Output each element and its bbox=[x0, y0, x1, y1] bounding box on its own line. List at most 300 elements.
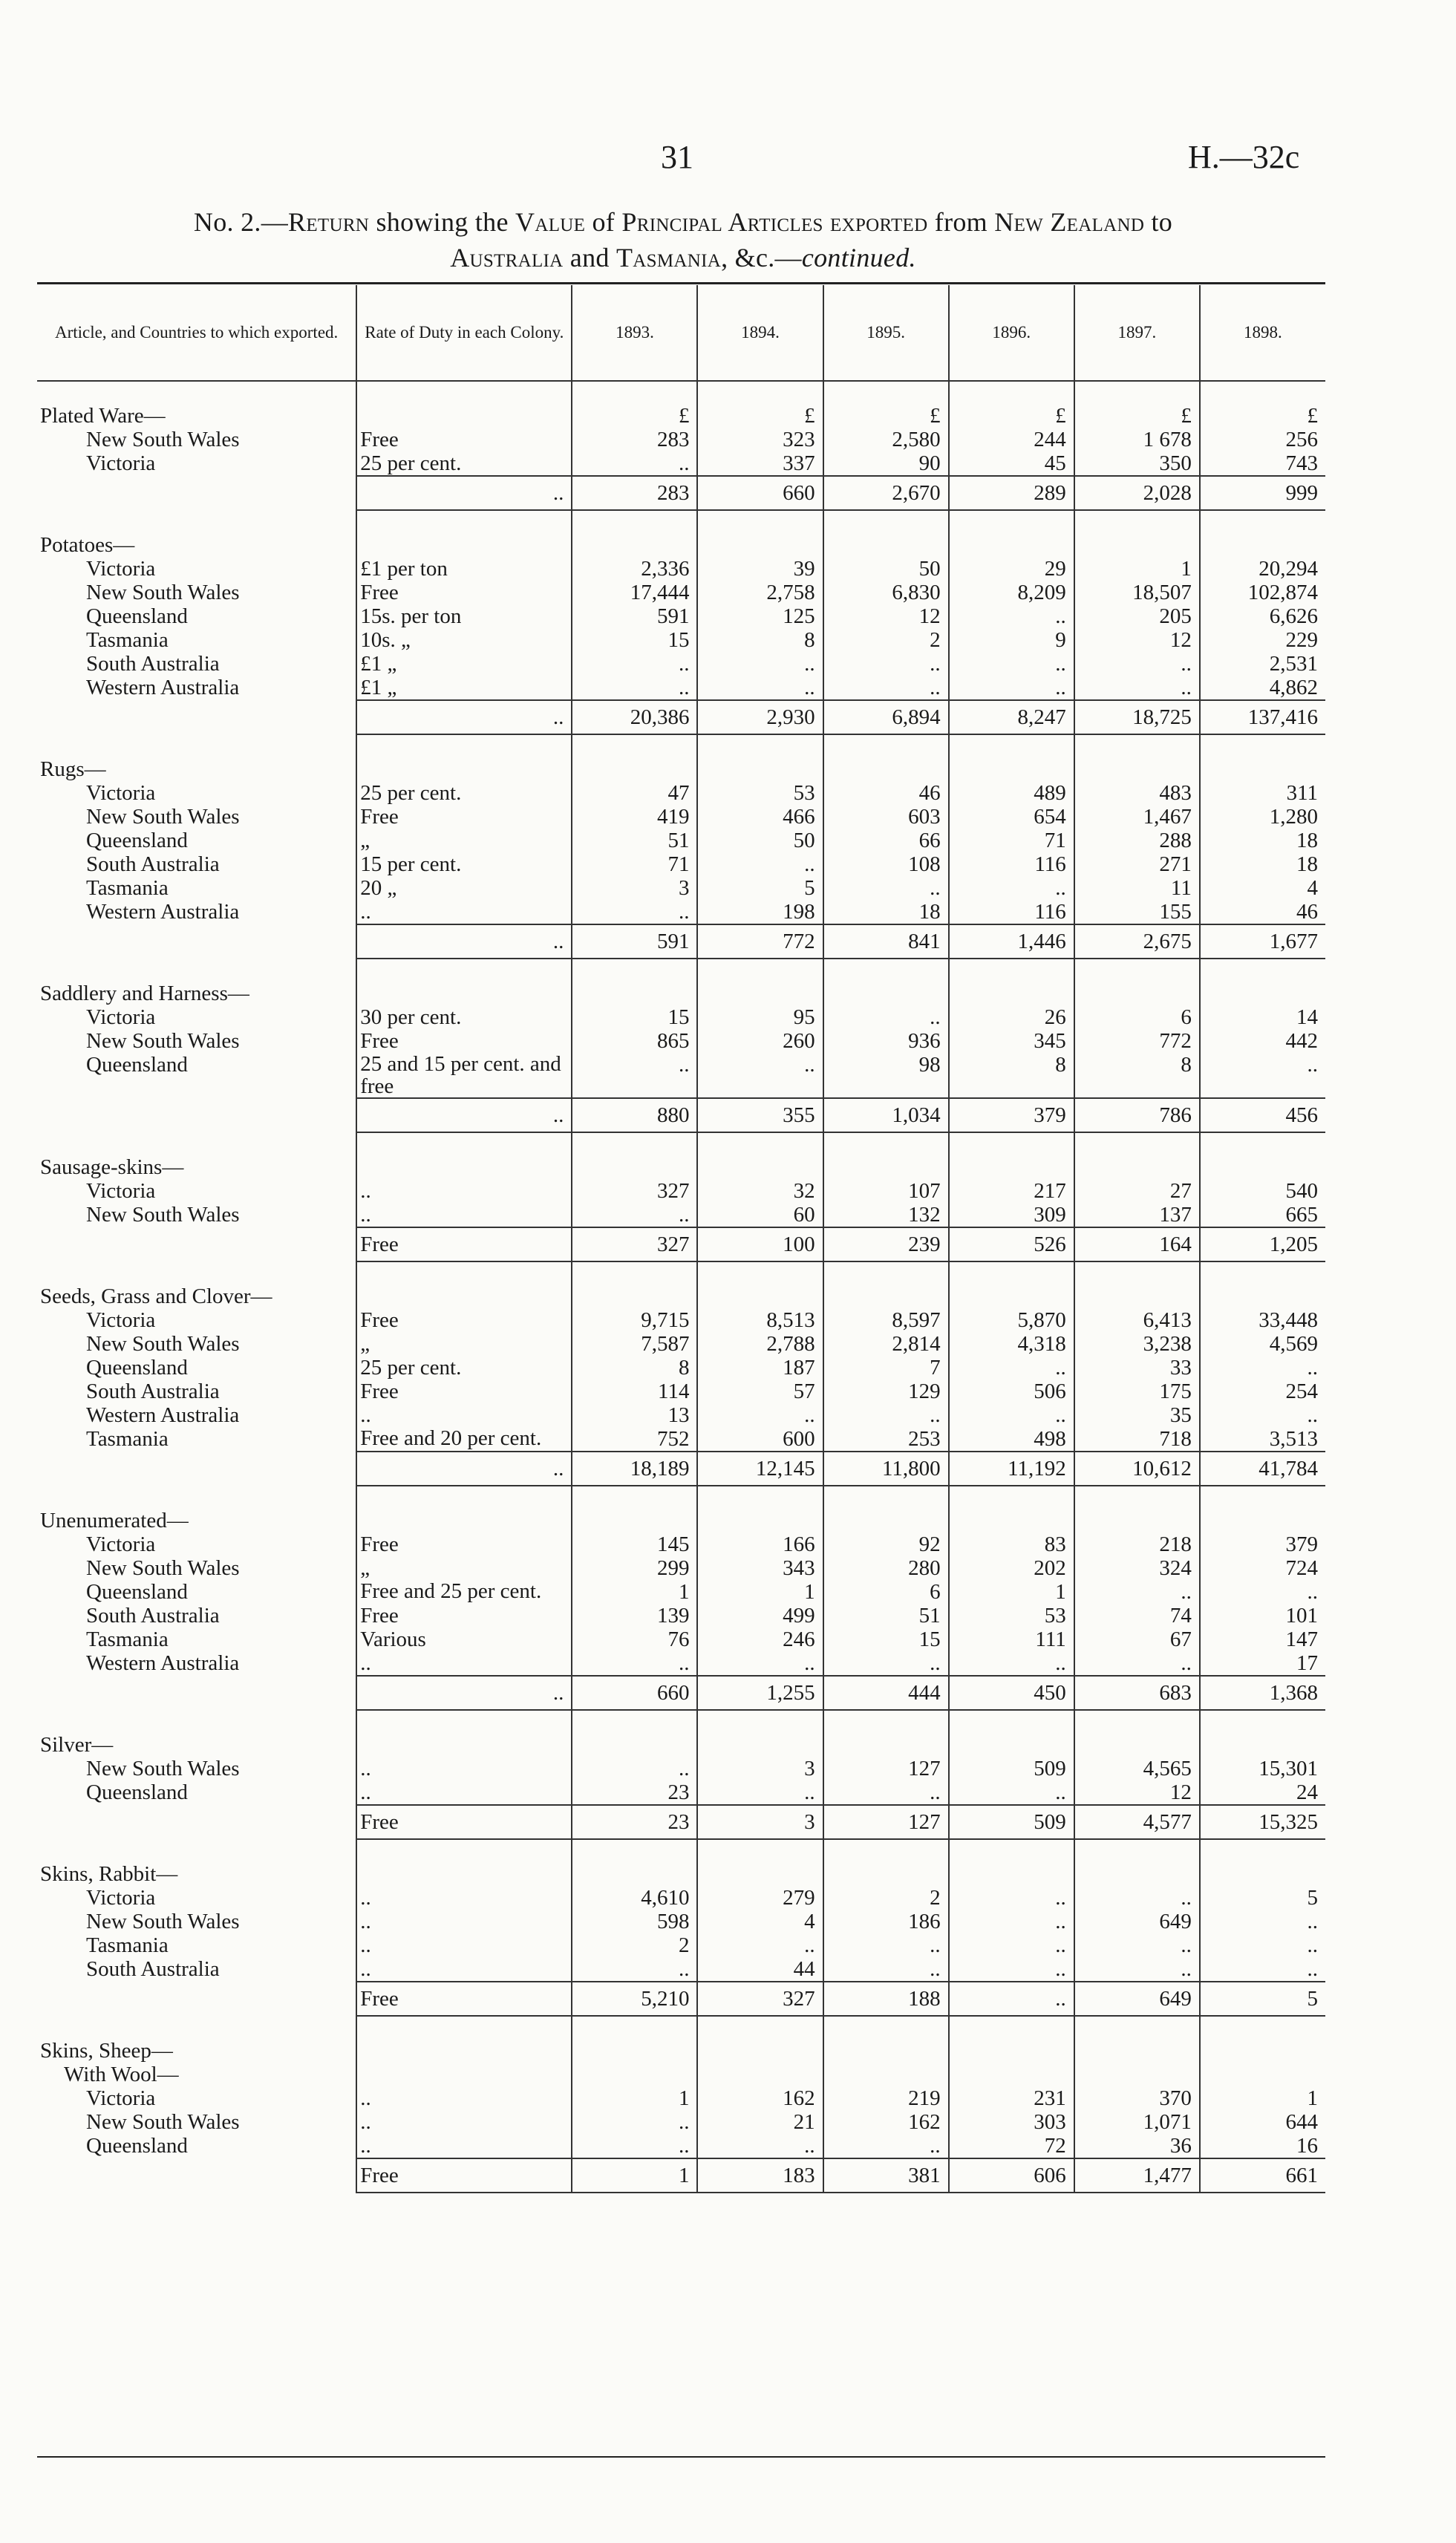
col-header-year: 1894. bbox=[697, 285, 823, 381]
spacer-cell bbox=[572, 959, 697, 982]
total-value-cell: 183 bbox=[697, 2158, 823, 2193]
value-cell: 7 bbox=[823, 1356, 949, 1380]
country-name: Queensland bbox=[86, 2134, 188, 2158]
value-cell: 217 bbox=[949, 1179, 1074, 1203]
value-cell: 57 bbox=[697, 1380, 823, 1403]
value-cell bbox=[823, 1733, 949, 1757]
value-cell: 116 bbox=[949, 852, 1074, 876]
rate-cell bbox=[356, 982, 572, 1005]
country-cell bbox=[37, 1886, 356, 1910]
country-cell bbox=[37, 628, 356, 652]
value-cell bbox=[1074, 1733, 1200, 1757]
value-cell bbox=[697, 1733, 823, 1757]
document-reference: H.—32c bbox=[1188, 139, 1300, 175]
value-cell bbox=[1074, 2039, 1200, 2063]
value-cell bbox=[572, 1862, 697, 1886]
title-part: Australia bbox=[450, 243, 564, 272]
value-cell: .. bbox=[949, 1780, 1074, 1805]
value-cell: 498 bbox=[949, 1427, 1074, 1452]
value-cell: 29 bbox=[949, 557, 1074, 581]
spacer-cell bbox=[356, 1486, 572, 1509]
table-row bbox=[37, 1556, 1325, 1580]
value-cell: .. bbox=[697, 1403, 823, 1427]
rate-cell: „ bbox=[356, 1332, 572, 1356]
value-cell bbox=[823, 982, 949, 1005]
rate-cell bbox=[356, 1284, 572, 1308]
value-cell: 2 bbox=[572, 1933, 697, 1957]
subsection-name: With Wool— bbox=[64, 2063, 179, 2086]
value-cell: 3 bbox=[697, 1757, 823, 1780]
spacer-cell bbox=[1074, 1261, 1200, 1284]
value-cell: .. bbox=[1200, 1403, 1325, 1427]
total-value-cell: 1,446 bbox=[949, 924, 1074, 959]
rate-cell: Free and 25 per cent. bbox=[356, 1580, 572, 1604]
table-row bbox=[37, 428, 1325, 451]
value-cell: 101 bbox=[1200, 1604, 1325, 1628]
value-cell: 2,531 bbox=[1200, 652, 1325, 676]
country-cell bbox=[37, 876, 356, 900]
country-cell bbox=[37, 1628, 356, 1651]
value-cell bbox=[697, 1862, 823, 1886]
rate-cell: .. bbox=[356, 1957, 572, 1982]
spacer-cell bbox=[572, 1132, 697, 1155]
country-name: New South Wales bbox=[86, 1910, 240, 1933]
table-row bbox=[37, 852, 1325, 876]
total-row bbox=[37, 1805, 1325, 1839]
country-name: South Australia bbox=[86, 852, 220, 876]
country-name: New South Wales bbox=[86, 581, 240, 604]
table-row bbox=[37, 1886, 1325, 1910]
value-cell: 8 bbox=[572, 1356, 697, 1380]
total-value-cell: 23 bbox=[572, 1805, 697, 1839]
country-name: Western Australia bbox=[86, 676, 240, 699]
value-cell: 303 bbox=[949, 2110, 1074, 2134]
total-rate-cell: Free bbox=[356, 1227, 572, 1261]
country-name: Tasmania bbox=[86, 1427, 169, 1451]
country-cell bbox=[37, 829, 356, 852]
value-cell: .. bbox=[823, 676, 949, 700]
rate-cell: £1 „ bbox=[356, 652, 572, 676]
value-cell: 229 bbox=[1200, 628, 1325, 652]
value-cell: 591 bbox=[572, 604, 697, 628]
value-cell bbox=[1200, 1862, 1325, 1886]
value-cell: 6 bbox=[1074, 1005, 1200, 1029]
country-cell bbox=[37, 1580, 356, 1604]
value-cell: 5,870 bbox=[949, 1308, 1074, 1332]
spacer-cell bbox=[1200, 959, 1325, 982]
value-cell: 324 bbox=[1074, 1556, 1200, 1580]
section-name: Unenumerated— bbox=[40, 1509, 189, 1532]
table-row bbox=[37, 1628, 1325, 1651]
value-cell: .. bbox=[697, 852, 823, 876]
section-name: Plated Ware— bbox=[40, 404, 166, 428]
rate-cell: .. bbox=[356, 2110, 572, 2134]
rate-cell: .. bbox=[356, 1403, 572, 1427]
value-cell: 8 bbox=[1074, 1053, 1200, 1098]
value-cell bbox=[697, 533, 823, 557]
title-part: New Zealand bbox=[994, 207, 1145, 237]
spacer-cell bbox=[37, 734, 356, 757]
total-label-cell bbox=[37, 1982, 356, 2016]
value-cell bbox=[949, 2039, 1074, 2063]
country-name: Queensland bbox=[86, 604, 188, 628]
table-row bbox=[37, 1957, 1325, 1982]
value-cell: 108 bbox=[823, 852, 949, 876]
value-cell: 90 bbox=[823, 451, 949, 476]
table-row bbox=[37, 1427, 1325, 1452]
value-cell bbox=[1200, 982, 1325, 1005]
value-cell bbox=[697, 982, 823, 1005]
value-cell: 4,565 bbox=[1074, 1757, 1200, 1780]
value-cell: 129 bbox=[823, 1380, 949, 1403]
table-row bbox=[37, 2086, 1325, 2110]
table-row bbox=[37, 451, 1325, 476]
total-rate-cell: .. bbox=[356, 1676, 572, 1710]
rate-cell: 15 per cent. bbox=[356, 852, 572, 876]
spacer-row bbox=[37, 734, 1325, 757]
spacer-cell bbox=[1074, 510, 1200, 533]
top-rule bbox=[37, 282, 1325, 284]
title-part: , &c.— bbox=[721, 243, 802, 272]
value-cell: 936 bbox=[823, 1029, 949, 1053]
table-title bbox=[30, 204, 1336, 275]
value-cell: 20,294 bbox=[1200, 557, 1325, 581]
value-cell: 32 bbox=[697, 1179, 823, 1203]
total-value-cell: 137,416 bbox=[1200, 700, 1325, 734]
spacer-cell bbox=[572, 1839, 697, 1862]
spacer-row bbox=[37, 510, 1325, 533]
value-cell: 26 bbox=[949, 1005, 1074, 1029]
table-body bbox=[37, 381, 1325, 2193]
country-cell bbox=[37, 1604, 356, 1628]
value-cell: 350 bbox=[1074, 451, 1200, 476]
value-cell: .. bbox=[572, 900, 697, 924]
rate-cell: Free bbox=[356, 428, 572, 451]
value-cell: .. bbox=[572, 676, 697, 700]
total-value-cell: .. bbox=[949, 1982, 1074, 2016]
total-value-cell: 1,205 bbox=[1200, 1227, 1325, 1261]
value-cell: .. bbox=[697, 1053, 823, 1098]
value-cell bbox=[572, 1509, 697, 1532]
rate-cell: „ bbox=[356, 1556, 572, 1580]
value-cell: .. bbox=[823, 652, 949, 676]
value-cell: .. bbox=[949, 876, 1074, 900]
value-cell: 36 bbox=[1074, 2134, 1200, 2158]
value-cell: .. bbox=[572, 1203, 697, 1227]
value-cell: 17 bbox=[1200, 1651, 1325, 1676]
spacer-cell bbox=[37, 1261, 356, 1284]
value-cell: 50 bbox=[823, 557, 949, 581]
rate-cell: Free bbox=[356, 1380, 572, 1403]
value-cell: 186 bbox=[823, 1910, 949, 1933]
value-cell: 127 bbox=[823, 1757, 949, 1780]
country-name: New South Wales bbox=[86, 2110, 240, 2134]
value-cell: 125 bbox=[697, 604, 823, 628]
spacer-cell bbox=[823, 1486, 949, 1509]
rate-cell: 20 „ bbox=[356, 876, 572, 900]
total-value-cell: 4,577 bbox=[1074, 1805, 1200, 1839]
value-cell: 271 bbox=[1074, 852, 1200, 876]
value-cell: .. bbox=[1200, 1580, 1325, 1604]
value-cell: .. bbox=[949, 604, 1074, 628]
value-cell: 71 bbox=[949, 829, 1074, 852]
value-cell: 1,467 bbox=[1074, 805, 1200, 829]
country-cell bbox=[37, 2110, 356, 2134]
value-cell: 2,336 bbox=[572, 557, 697, 581]
value-cell bbox=[572, 533, 697, 557]
total-value-cell: 10,612 bbox=[1074, 1452, 1200, 1486]
value-cell: .. bbox=[1074, 1957, 1200, 1982]
section-name: Sausage-skins— bbox=[40, 1155, 184, 1179]
total-value-cell: 661 bbox=[1200, 2158, 1325, 2193]
value-cell: 33,448 bbox=[1200, 1308, 1325, 1332]
value-cell: 8 bbox=[949, 1053, 1074, 1098]
value-cell bbox=[1074, 757, 1200, 781]
value-cell: .. bbox=[697, 2134, 823, 2158]
spacer-cell bbox=[949, 1261, 1074, 1284]
total-rate-cell: .. bbox=[356, 476, 572, 510]
spacer-cell bbox=[949, 2016, 1074, 2039]
total-value-cell: 444 bbox=[823, 1676, 949, 1710]
rate-cell bbox=[356, 1509, 572, 1532]
country-name: New South Wales bbox=[86, 1556, 240, 1580]
spacer-cell bbox=[823, 1261, 949, 1284]
total-value-cell: 2,670 bbox=[823, 476, 949, 510]
section-name: Saddlery and Harness— bbox=[40, 982, 249, 1005]
value-cell: 3 bbox=[572, 876, 697, 900]
spacer-row bbox=[37, 1132, 1325, 1155]
spacer-cell bbox=[356, 1261, 572, 1284]
value-cell: 44 bbox=[697, 1957, 823, 1982]
table-row bbox=[37, 1933, 1325, 1957]
country-name: Victoria bbox=[86, 1532, 156, 1556]
spacer-row bbox=[37, 1261, 1325, 1284]
total-value-cell: 283 bbox=[572, 476, 697, 510]
rate-cell: Free and 20 per cent. bbox=[356, 1427, 572, 1452]
value-cell: .. bbox=[949, 676, 1074, 700]
section-header-row bbox=[37, 533, 1325, 557]
value-cell bbox=[697, 1155, 823, 1179]
value-cell: 21 bbox=[697, 2110, 823, 2134]
rate-cell: 10s. „ bbox=[356, 628, 572, 652]
spacer-cell bbox=[1200, 1839, 1325, 1862]
total-row bbox=[37, 2158, 1325, 2193]
total-value-cell: 6,894 bbox=[823, 700, 949, 734]
rate-cell: 30 per cent. bbox=[356, 1005, 572, 1029]
total-value-cell: 11,192 bbox=[949, 1452, 1074, 1486]
value-cell: 509 bbox=[949, 1757, 1074, 1780]
table-row bbox=[37, 1179, 1325, 1203]
country-name: Queensland bbox=[86, 829, 188, 852]
country-name: Tasmania bbox=[86, 628, 169, 652]
value-cell bbox=[949, 533, 1074, 557]
rate-cell bbox=[356, 2063, 572, 2086]
rate-cell bbox=[356, 757, 572, 781]
spacer-cell bbox=[1074, 1839, 1200, 1862]
rate-cell: .. bbox=[356, 1780, 572, 1805]
spacer-cell bbox=[949, 1486, 1074, 1509]
total-label-cell bbox=[37, 1227, 356, 1261]
country-cell bbox=[37, 1203, 356, 1227]
spacer-cell bbox=[356, 1839, 572, 1862]
value-cell bbox=[572, 1284, 697, 1308]
value-cell: .. bbox=[823, 1005, 949, 1029]
value-cell: 33 bbox=[1074, 1356, 1200, 1380]
spacer-cell bbox=[697, 1486, 823, 1509]
total-value-cell: 1,677 bbox=[1200, 924, 1325, 959]
value-cell bbox=[949, 1733, 1074, 1757]
col-header-article: Article, and Countries to which exported. bbox=[37, 285, 356, 381]
spacer-cell bbox=[697, 1261, 823, 1284]
country-cell bbox=[37, 428, 356, 451]
value-cell: 187 bbox=[697, 1356, 823, 1380]
value-cell: 253 bbox=[823, 1427, 949, 1452]
value-cell: 51 bbox=[823, 1604, 949, 1628]
col-header-year: 1896. bbox=[949, 285, 1074, 381]
bottom-rule bbox=[37, 2456, 1325, 2458]
section-name: Skins, Rabbit— bbox=[40, 1862, 178, 1886]
value-cell bbox=[697, 2063, 823, 2086]
value-cell: 24 bbox=[1200, 1780, 1325, 1805]
table-row bbox=[37, 1532, 1325, 1556]
value-cell: .. bbox=[1074, 1580, 1200, 1604]
value-cell: 345 bbox=[949, 1029, 1074, 1053]
value-cell: 5 bbox=[1200, 1886, 1325, 1910]
rate-cell bbox=[356, 533, 572, 557]
total-value-cell: 2,675 bbox=[1074, 924, 1200, 959]
spacer-cell bbox=[572, 1486, 697, 1509]
spacer-cell bbox=[356, 1710, 572, 1733]
value-cell bbox=[1074, 1509, 1200, 1532]
value-cell bbox=[1200, 1155, 1325, 1179]
table-row bbox=[37, 2134, 1325, 2158]
value-cell: .. bbox=[823, 2134, 949, 2158]
value-cell: 2 bbox=[823, 1886, 949, 1910]
country-cell bbox=[37, 900, 356, 924]
col-header-rate: Rate of Duty in each Colony. bbox=[356, 285, 572, 381]
table-row bbox=[37, 1356, 1325, 1380]
spacer-cell bbox=[356, 1132, 572, 1155]
total-value-cell: 456 bbox=[1200, 1098, 1325, 1132]
country-cell bbox=[37, 1757, 356, 1780]
country-name: Tasmania bbox=[86, 1628, 169, 1651]
spacer-cell bbox=[572, 1710, 697, 1733]
total-value-cell: 526 bbox=[949, 1227, 1074, 1261]
total-value-cell: 786 bbox=[1074, 1098, 1200, 1132]
total-value-cell: 188 bbox=[823, 1982, 949, 2016]
total-label-cell bbox=[37, 1676, 356, 1710]
rate-cell: .. bbox=[356, 1910, 572, 1933]
value-cell: 8 bbox=[697, 628, 823, 652]
spacer-cell bbox=[1200, 510, 1325, 533]
value-cell: .. bbox=[697, 1780, 823, 1805]
value-cell bbox=[949, 1509, 1074, 1532]
spacer-cell bbox=[37, 510, 356, 533]
value-cell: 45 bbox=[949, 451, 1074, 476]
value-cell: 311 bbox=[1200, 781, 1325, 805]
value-cell: 288 bbox=[1074, 829, 1200, 852]
value-cell: 114 bbox=[572, 1380, 697, 1403]
value-cell: 718 bbox=[1074, 1427, 1200, 1452]
spacer-cell bbox=[572, 734, 697, 757]
spacer-cell bbox=[1074, 734, 1200, 757]
subsection-row bbox=[37, 2063, 1325, 2086]
value-cell: .. bbox=[823, 1780, 949, 1805]
value-cell bbox=[823, 1284, 949, 1308]
value-cell: 280 bbox=[823, 1556, 949, 1580]
value-cell: 4,569 bbox=[1200, 1332, 1325, 1356]
total-row bbox=[37, 476, 1325, 510]
total-value-cell: 1,368 bbox=[1200, 1676, 1325, 1710]
value-cell: .. bbox=[949, 1651, 1074, 1676]
country-cell bbox=[37, 581, 356, 604]
rate-cell: Free bbox=[356, 581, 572, 604]
country-name: Victoria bbox=[86, 557, 156, 581]
total-value-cell: 1,255 bbox=[697, 1676, 823, 1710]
value-cell bbox=[823, 533, 949, 557]
value-cell: 4,318 bbox=[949, 1332, 1074, 1356]
rate-cell: 25 per cent. bbox=[356, 451, 572, 476]
spacer-cell bbox=[823, 381, 949, 404]
table-row bbox=[37, 1203, 1325, 1227]
country-name: Victoria bbox=[86, 1308, 156, 1332]
country-name: Queensland bbox=[86, 1053, 188, 1077]
value-cell bbox=[697, 2039, 823, 2063]
value-cell bbox=[697, 1284, 823, 1308]
country-cell bbox=[37, 1403, 356, 1427]
value-cell: 540 bbox=[1200, 1179, 1325, 1203]
country-name: Tasmania bbox=[86, 876, 169, 900]
total-label-cell bbox=[37, 2158, 356, 2193]
country-cell bbox=[37, 604, 356, 628]
country-cell bbox=[37, 2086, 356, 2110]
value-cell: 15 bbox=[823, 1628, 949, 1651]
value-cell: .. bbox=[1074, 676, 1200, 700]
table-row bbox=[37, 1757, 1325, 1780]
rate-cell bbox=[356, 2039, 572, 2063]
value-cell: 50 bbox=[697, 829, 823, 852]
value-cell: 8,513 bbox=[697, 1308, 823, 1332]
rate-cell: .. bbox=[356, 1179, 572, 1203]
section-header-row bbox=[37, 404, 1325, 428]
rate-cell: 25 per cent. bbox=[356, 781, 572, 805]
value-cell: 299 bbox=[572, 1556, 697, 1580]
value-cell: £ bbox=[949, 404, 1074, 428]
spacer-cell bbox=[823, 959, 949, 982]
value-cell bbox=[1074, 1862, 1200, 1886]
total-value-cell: 327 bbox=[697, 1982, 823, 2016]
total-value-cell: 20,386 bbox=[572, 700, 697, 734]
table-row bbox=[37, 2110, 1325, 2134]
spacer-cell bbox=[572, 381, 697, 404]
country-name: New South Wales bbox=[86, 1757, 240, 1780]
value-cell: .. bbox=[697, 1933, 823, 1957]
total-row bbox=[37, 1452, 1325, 1486]
rate-cell bbox=[356, 1155, 572, 1179]
value-cell: 18 bbox=[823, 900, 949, 924]
value-cell: 60 bbox=[697, 1203, 823, 1227]
export-return-table bbox=[37, 285, 1325, 2193]
value-cell: 71 bbox=[572, 852, 697, 876]
rate-cell: Free bbox=[356, 1308, 572, 1332]
value-cell: .. bbox=[572, 1957, 697, 1982]
spacer-cell bbox=[697, 959, 823, 982]
value-cell: 46 bbox=[823, 781, 949, 805]
title-line-1 bbox=[30, 204, 1336, 240]
value-cell: .. bbox=[949, 1356, 1074, 1380]
total-value-cell: 880 bbox=[572, 1098, 697, 1132]
country-name: Queensland bbox=[86, 1356, 188, 1380]
